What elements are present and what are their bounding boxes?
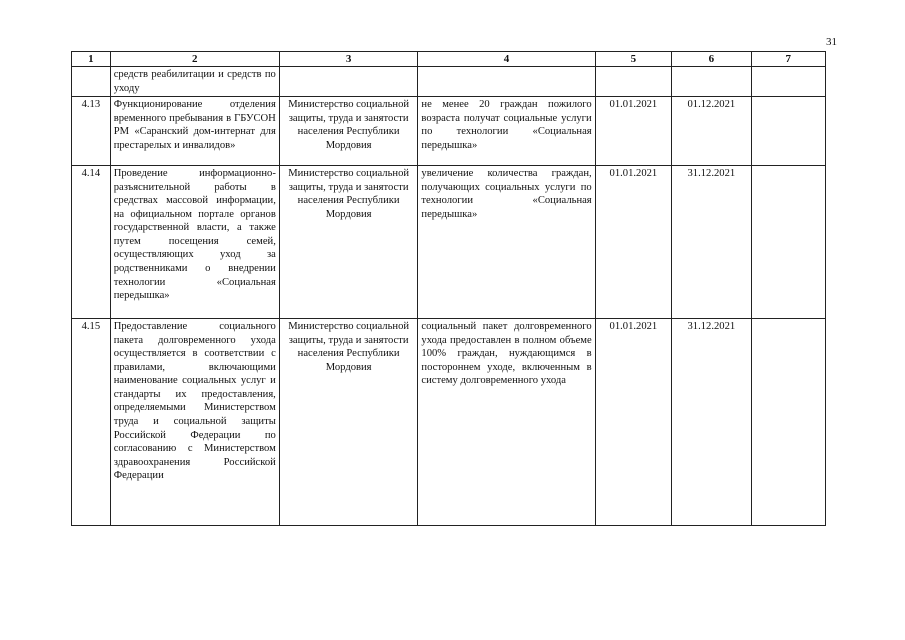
column-header-2: 2 xyxy=(110,52,279,67)
end-date-cell: 01.12.2021 xyxy=(672,97,751,166)
event-cell: средств реабилитации и средств по уходу xyxy=(110,67,279,97)
column-header-6: 6 xyxy=(672,52,751,67)
start-date-cell: 01.01.2021 xyxy=(595,166,671,319)
start-date-cell: 01.01.2021 xyxy=(595,97,671,166)
responsible-cell: Министерство социальной защиты, труда и занятости населения Республики Мордовия xyxy=(279,319,418,526)
result-cell: социальный пакет долговременного ухода предоставлен в полном объеме 100% граждан, нуждающимся в постороннем уходе, включенным в систему долговременного ухода xyxy=(418,319,595,526)
row-number: 4.15 xyxy=(72,319,111,526)
table-row xyxy=(72,319,826,526)
plan-table xyxy=(71,51,826,526)
event-cell: Функционирование отделения временного пребывания в ГБУСОН РМ «Саранский дом-интернат для престарелых и инвалидов» xyxy=(110,97,279,166)
result-cell: увеличение количества граждан, получающих социальных услуги по технологии «Социальная передышка» xyxy=(418,166,595,319)
note-cell xyxy=(751,319,825,526)
start-date-cell: 01.01.2021 xyxy=(595,319,671,526)
column-header-7: 7 xyxy=(751,52,825,67)
row-number: 4.13 xyxy=(72,97,111,166)
table-row xyxy=(72,67,826,97)
end-date-cell: 31.12.2021 xyxy=(672,166,751,319)
page-number: 31 xyxy=(826,36,837,48)
result-cell: не менее 20 граждан пожилого возраста получат социальные услуги по технологии «Социальная передышка» xyxy=(418,97,595,166)
table-row xyxy=(72,166,826,319)
note-cell xyxy=(751,166,825,319)
note-cell xyxy=(751,67,825,97)
table-row xyxy=(72,97,826,166)
row-number: 4.14 xyxy=(72,166,111,319)
end-date-cell xyxy=(672,67,751,97)
event-cell: Проведение информационно-разъяснительной работы в средствах массовой информации, на официальном портале органов государственной власти, а также путем посещения семей, осуществляющих уход за родственниками о внедрении технологии «Социальная передышка» xyxy=(110,166,279,319)
end-date-cell: 31.12.2021 xyxy=(672,319,751,526)
column-header-5: 5 xyxy=(595,52,671,67)
start-date-cell xyxy=(595,67,671,97)
table-header-row xyxy=(72,52,826,67)
column-header-3: 3 xyxy=(279,52,418,67)
row-number xyxy=(72,67,111,97)
event-cell: Предоставление социального пакета долговременного ухода осуществляется в соответствии с правилами, включающими наименование социальных услуг и стандарты их предоставления, определяемыми Министерством труда и социальной защиты Российской Федерации по согласованию с Министерством здравоохранения Российской Федерации xyxy=(110,319,279,526)
column-header-4: 4 xyxy=(418,52,595,67)
note-cell xyxy=(751,97,825,166)
column-header-1: 1 xyxy=(72,52,111,67)
responsible-cell: Министерство социальной защиты, труда и занятости населения Республики Мордовия xyxy=(279,166,418,319)
responsible-cell xyxy=(279,67,418,97)
responsible-cell: Министерство социальной защиты, труда и занятости населения Республики Мордовия xyxy=(279,97,418,166)
result-cell xyxy=(418,67,595,97)
